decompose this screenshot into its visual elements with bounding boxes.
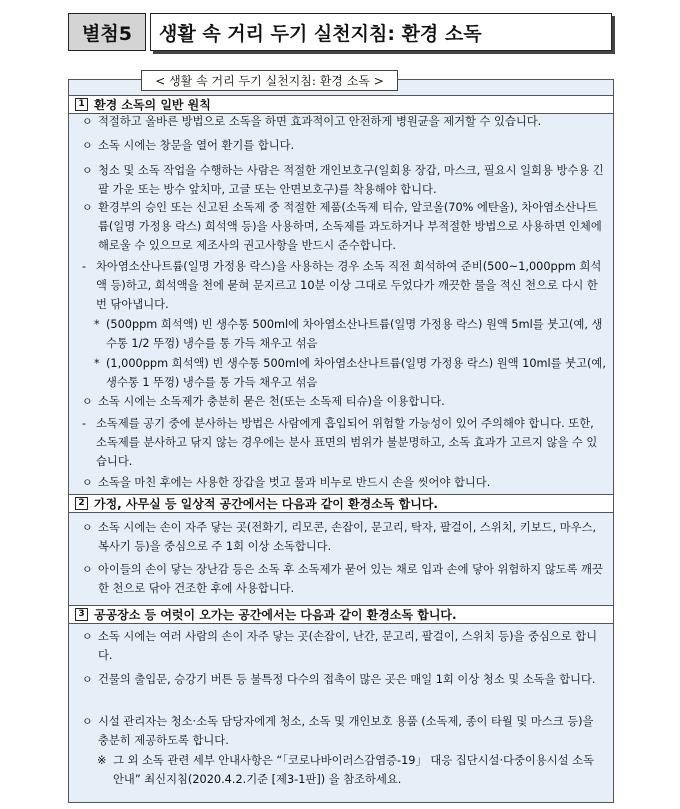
note-mark: ※ (97, 754, 107, 767)
section-2-title: 가정, 사무실 등 일상적 공간에서는 다음과 같이 환경소독 합니다. (94, 497, 438, 511)
section-1-number: 1 (75, 98, 88, 111)
bullet-circle: ㅇ (82, 715, 93, 728)
list-item: ㅇ 소독 시에는 소독제가 충분히 묻은 천(또는 소독제 티슈)을 이용합니다. (82, 392, 606, 411)
list-item: ㅇ 적절하고 올바른 방법으로 소독을 하면 효과적이고 안전하게 병원균을 제거할 수 있습니다. (82, 112, 606, 131)
list-item: ㅇ 소독 시에는 창문을 열어 환기를 합니다. (82, 136, 606, 155)
section-2-number: 2 (75, 497, 88, 510)
bullet-circle: ㅇ (82, 630, 93, 643)
list-item: ㅇ 시설 관리자는 청소·소독 담당자에게 청소, 소독 및 개인보호 용품 (소독제, 종이 타월 및 마스크 등)을 충분히 제공하도록 합니다. (82, 712, 606, 750)
bullet-star: * (94, 357, 100, 370)
bullet-circle: ㅇ (82, 395, 93, 408)
bullet-circle: ㅇ (82, 521, 93, 534)
bullet-circle: ㅇ (82, 673, 93, 686)
bullet-star: * (94, 318, 100, 331)
bullet-dash: - (82, 417, 87, 430)
list-item: ※ 그 외 소독 관련 세부 안내사항은 “「코로나바이러스감염증-19」 대응 집단시설·다중이용시설 소독 안내” 최신지침(2020.4.2.기준 [제3-1판]) 을 참조하세요. (97, 751, 606, 789)
section-3-heading (68, 605, 614, 624)
bullet-circle: ㅇ (82, 476, 93, 489)
list-item: ㅇ 청소 및 소독 작업을 수행하는 사람은 적절한 개인보호구(일회용 장갑, 마스크, 필요시 일회용 방수용 긴팔 가운 또는 방수 앞치마, 고글 또는 안면보호구)를 착용해야 합니다. (82, 161, 606, 199)
appendix-label: 별첨5 (68, 13, 146, 51)
bullet-circle: ㅇ (82, 563, 93, 576)
section-1-title: 환경 소독의 일반 원칙 (94, 98, 211, 112)
list-item: ㅇ 소독 시에는 손이 자주 닿는 곳(전화기, 리모콘, 손잡이, 문고리, 탁자, 팔걸이, 스위치, 키보드, 마우스, 복사기 등)을 중심으로 주 1회 이상 소독합니다. (82, 518, 606, 556)
bullet-circle: ㅇ (82, 115, 93, 128)
list-item: ㅇ 소독을 마친 후에는 사용한 장갑을 벗고 물과 비누로 반드시 손을 씻어야 합니다. (82, 473, 606, 492)
list-item: * (1,000ppm 희석액) 빈 생수통 500ml에 차아염소산나트륨(일명 가정용 락스) 원액 10ml를 붓고(예, 생수통 1 뚜껑) 냉수를 통 가득 채우고 섞음 (94, 354, 606, 392)
list-item: - 소독제를 공기 중에 분사하는 방법은 사람에게 흡입되어 위험할 가능성이 있어 주의해야 합니다. 또한, 소독제를 분사하고 닦지 않는 경우에는 분사 표면의 범위가 불분명하고, 소독 효과가 고르지 않을 수 있습니다. (82, 414, 606, 471)
list-item: ㅇ 아이들의 손이 닿는 장난감 등은 소독 후 소독제가 묻어 있는 채로 입과 손에 닿아 위험하지 않도록 깨끗한 천으로 닦아 건조한 후에 사용합니다. (82, 560, 606, 598)
panel-title: < 생활 속 거리 두기 실천지침: 환경 소독 > (141, 70, 398, 91)
document-header (68, 13, 614, 53)
document-title: 생활 속 거리 두기 실천지침: 환경 소독 (150, 13, 612, 51)
list-item: * (500ppm 희석액) 빈 생수통 500ml에 차아염소산나트륨(일명 가정용 락스) 원액 5ml를 붓고(예, 생수통 1/2 뚜껑) 냉수를 통 가득 채우고 섞음 (94, 315, 606, 353)
section-2-heading (68, 494, 614, 513)
list-item: ㅇ 건물의 출입문, 승강기 버튼 등 불특정 다수의 접촉이 많은 곳은 매일 1회 이상 청소 및 소독을 합니다. (82, 670, 606, 689)
list-item: - 차아염소산나트륨(일명 가정용 락스)을 사용하는 경우 소독 직전 희석하여 준비(500~1,000ppm 희석액 등)하고, 희석액을 천에 묻혀 문지르고 10분 이상 그대로 두었다가 깨끗한 물을 적신 천으로 다시 한 번 닦아냅니다. (82, 257, 606, 314)
section-3-title: 공공장소 등 여럿이 오가는 공간에서는 다음과 같이 환경소독 합니다. (94, 608, 457, 622)
bullet-circle: ㅇ (82, 201, 93, 214)
list-item: ㅇ 환경부의 승인 또는 신고된 소독제 중 적절한 제품(소독제 티슈, 알코올(70% 에탄올), 차아염소산나트륨(일명 가정용 락스) 희석액 등)을 사용하며, 소독제를 과도하거나 부적절한 방법으로 사용하면 인체에 해로울 수 있으므로 제조사의 권고사항을 반드시 준수합니다. (82, 198, 606, 255)
bullet-circle: ㅇ (82, 164, 93, 177)
list-item: ㅇ 소독 시에는 여러 사람의 손이 자주 닿는 곳(손잡이, 난간, 문고리, 팔걸이, 스위치 등)을 중심으로 합니다. (82, 627, 606, 665)
bullet-circle: ㅇ (82, 139, 93, 152)
section-3-number: 3 (75, 608, 88, 621)
bullet-dash: - (82, 260, 87, 273)
